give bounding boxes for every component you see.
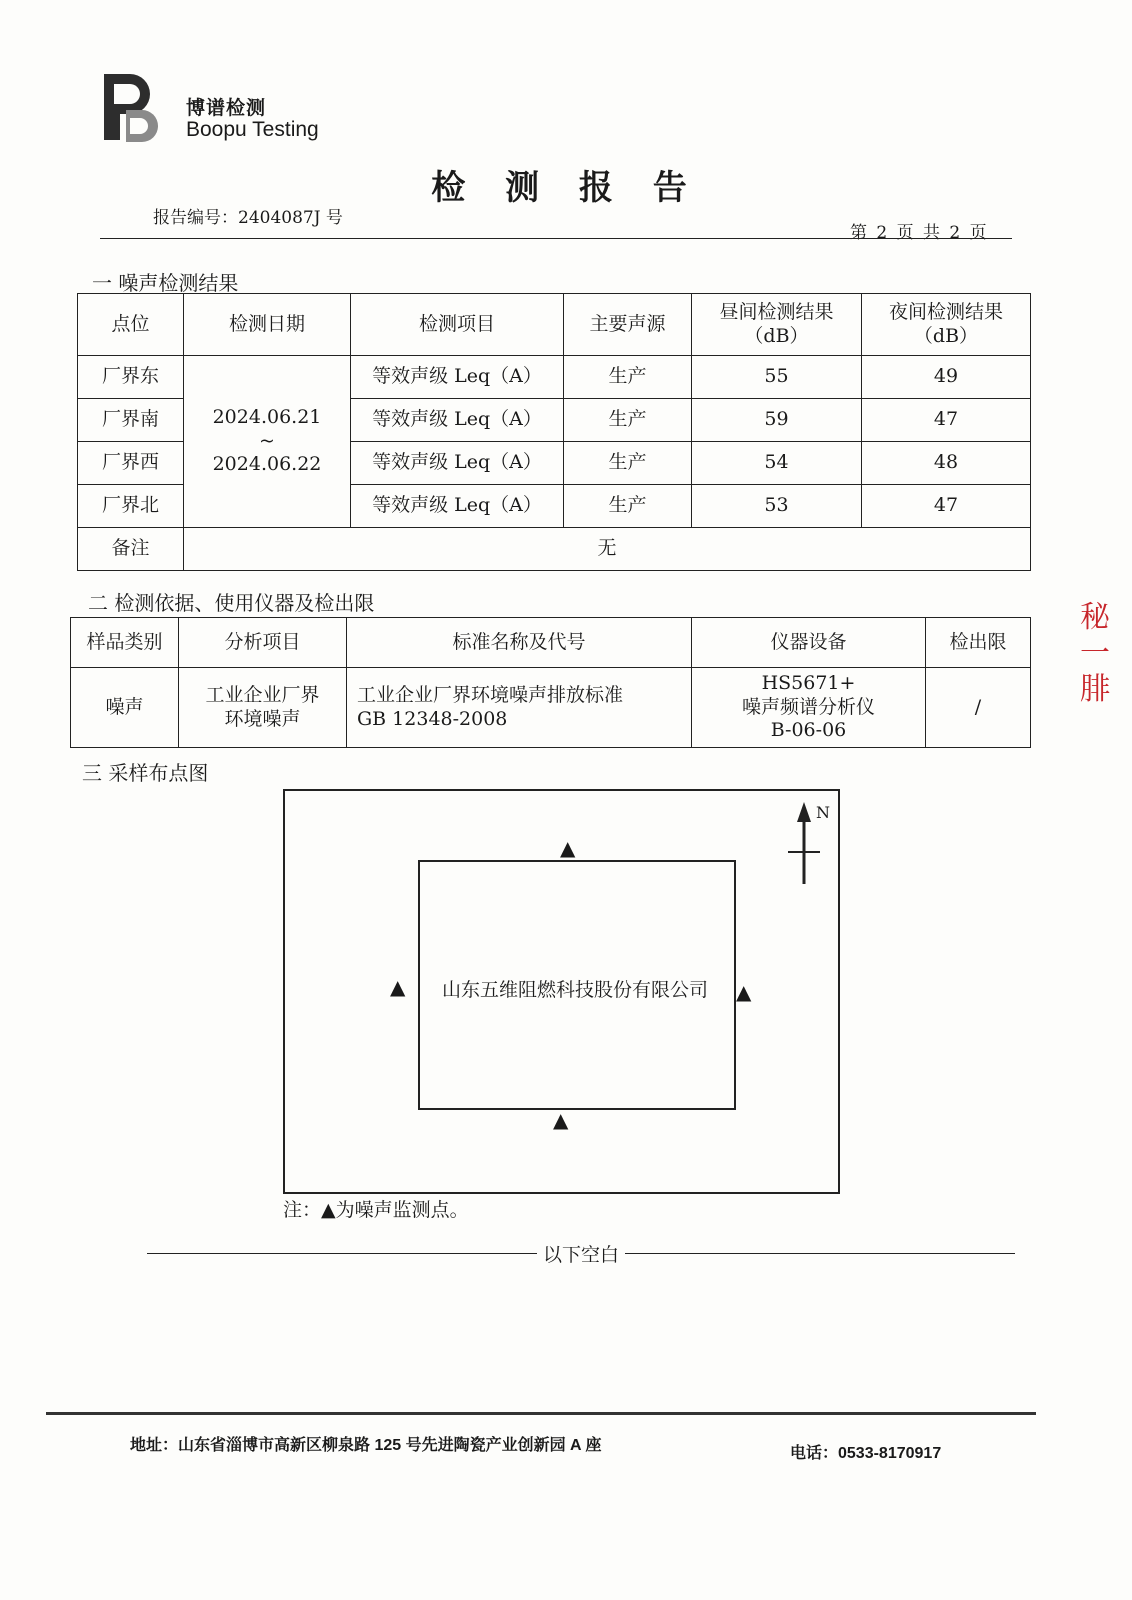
standard-line1: 工业企业厂界环境噪声排放标准	[357, 683, 624, 706]
row-day: 59	[692, 399, 862, 442]
blank-line-left	[147, 1253, 537, 1254]
row-instrument	[692, 668, 926, 748]
row-day: 53	[692, 485, 862, 528]
row-point: 厂界北	[78, 485, 184, 528]
header-night-label: 夜间检测结果	[888, 300, 1003, 323]
instrument-line2: 噪声频谱分析仪	[741, 695, 875, 718]
monitor-point-south: ▲	[553, 1108, 569, 1132]
header-category: 样品类别	[71, 618, 179, 668]
header-source: 主要声源	[564, 294, 692, 356]
standard-line2: GB 12348-2008	[357, 707, 508, 730]
row-source: 生产	[564, 356, 692, 399]
seal-stamp: 秘 一 腓	[1080, 600, 1110, 707]
footer-rule	[46, 1412, 1036, 1415]
monitor-point-north: ▲	[560, 836, 576, 860]
monitor-point-east: ▲	[736, 980, 752, 1004]
analysis-line2: 环境噪声	[224, 707, 301, 730]
row-item: 等效声级 Leq（A）	[351, 485, 564, 528]
blank-line-right	[625, 1253, 1015, 1254]
row-night: 48	[862, 442, 1031, 485]
header-rule	[100, 238, 1012, 239]
basis-table	[70, 617, 1031, 748]
instrument-line1: HS5671+	[761, 671, 856, 694]
company-name: 山东五维阻燃科技股份有限公司	[441, 979, 708, 1001]
blank-text: 以下空白	[543, 1244, 620, 1266]
row-category: 噪声	[71, 668, 179, 748]
table-header-row	[71, 618, 1031, 668]
analysis-line1: 工业企业厂界	[205, 683, 320, 706]
date-start: 2024.06.21	[212, 405, 322, 428]
noise-results-table	[77, 293, 1031, 571]
logo-name-cn: 博谱检测	[186, 98, 267, 119]
page-info: 第 2 页 共 2 页	[850, 223, 989, 243]
header-analysis: 分析项目	[179, 618, 347, 668]
header-standard: 标准名称及代号	[347, 618, 692, 668]
header-night-unit: （dB）	[913, 324, 979, 347]
row-point: 厂界南	[78, 399, 184, 442]
row-standard	[347, 668, 692, 748]
row-night: 49	[862, 356, 1031, 399]
date-sep: ~	[259, 429, 275, 452]
row-point: 厂界西	[78, 442, 184, 485]
header-point: 点位	[78, 294, 184, 356]
date-range	[184, 356, 351, 528]
north-label: N	[816, 803, 830, 822]
section3-heading: 三 采样布点图	[82, 761, 209, 785]
monitor-point-west: ▲	[390, 975, 406, 999]
row-day: 54	[692, 442, 862, 485]
remark-value: 无	[184, 528, 1031, 571]
table-row	[78, 356, 1031, 399]
section2-heading: 二 检测依据、使用仪器及检出限	[88, 591, 375, 615]
row-point: 厂界东	[78, 356, 184, 399]
boopu-logo-icon	[100, 70, 160, 144]
remark-row	[78, 528, 1031, 571]
row-day: 55	[692, 356, 862, 399]
row-item: 等效声级 Leq（A）	[351, 356, 564, 399]
row-analysis	[179, 668, 347, 748]
remark-label: 备注	[78, 528, 184, 571]
row-night: 47	[862, 399, 1031, 442]
header-day	[692, 294, 862, 356]
row-source: 生产	[564, 485, 692, 528]
header-limit: 检出限	[926, 618, 1031, 668]
row-night: 47	[862, 485, 1031, 528]
date-end: 2024.06.22	[212, 453, 322, 476]
row-source: 生产	[564, 399, 692, 442]
map-note: 注：▲为噪声监测点。	[283, 1199, 469, 1221]
header-date: 检测日期	[184, 294, 351, 356]
footer-phone: 电话：0533-8170917	[790, 1445, 942, 1462]
logo-name-en: Boopu Testing	[186, 118, 319, 141]
header-instrument: 仪器设备	[692, 618, 926, 668]
header-item: 检测项目	[351, 294, 564, 356]
header-day-unit: （dB）	[744, 324, 809, 347]
footer-address: 地址：山东省淄博市高新区柳泉路 125 号先进陶瓷产业创新园 A 座	[130, 1437, 602, 1454]
report-title: 检 测 报 告	[431, 168, 701, 208]
header-night	[862, 294, 1031, 356]
report-number: 报告编号：2404087J 号	[153, 208, 343, 228]
row-source: 生产	[564, 442, 692, 485]
section1-heading: 一 噪声检测结果	[92, 271, 239, 295]
row-item: 等效声级 Leq（A）	[351, 399, 564, 442]
header-day-label: 昼间检测结果	[719, 300, 834, 323]
row-limit: /	[926, 668, 1031, 748]
row-item: 等效声级 Leq（A）	[351, 442, 564, 485]
instrument-line3: B-06-06	[770, 719, 847, 742]
table-row	[71, 668, 1031, 748]
table-header-row	[78, 294, 1031, 356]
blank-marker	[147, 1240, 1015, 1267]
